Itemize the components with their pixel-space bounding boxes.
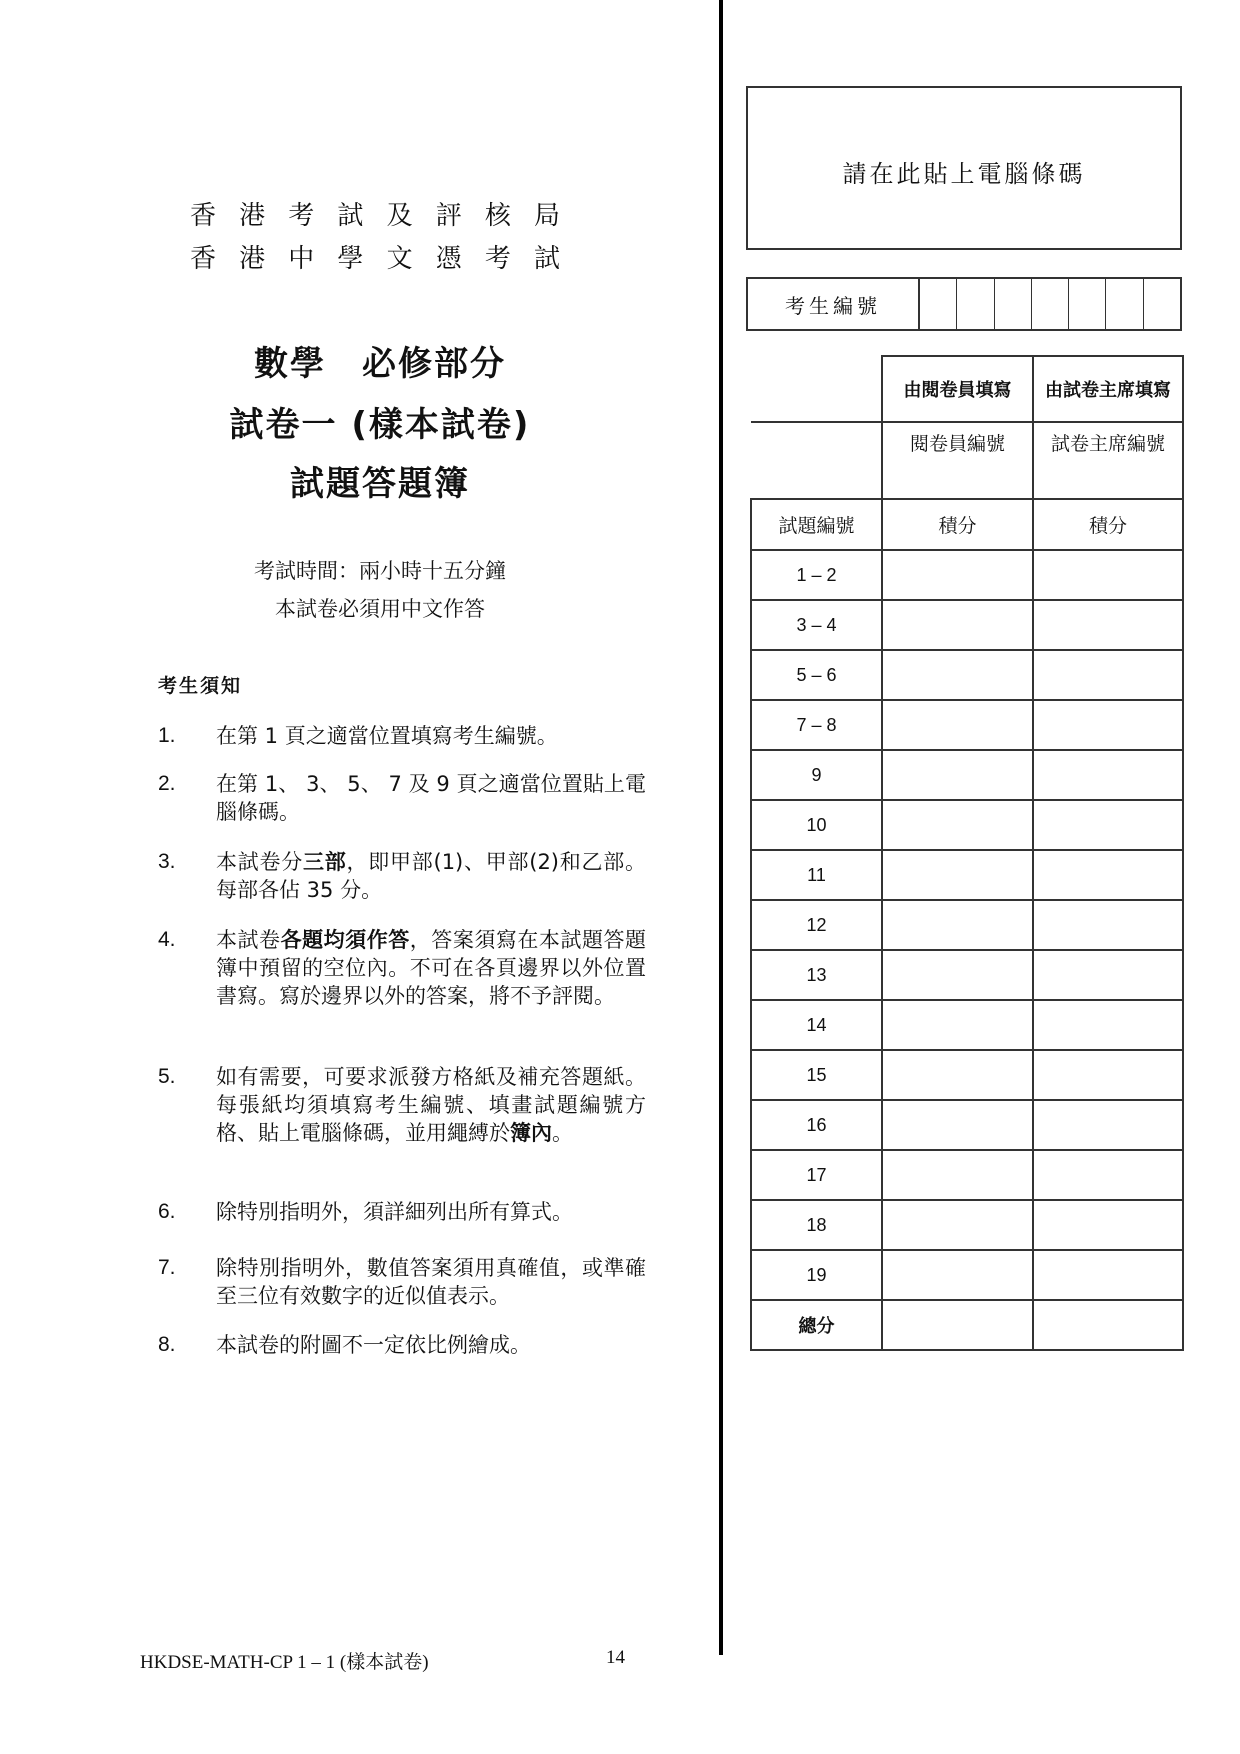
instruction-number: 5. [158, 1065, 176, 1088]
marker-mark-cell[interactable] [882, 700, 1033, 750]
supervisor-number-label: 試卷主席編號 [1050, 433, 1165, 455]
supervisor-mark-cell[interactable] [1033, 650, 1183, 700]
instruction-text: 本試卷各題均須作答，答案須寫在本試題答題簿中預留的空位內。不可在各頁邊界以外位置書寫。寫於邊界以外的答案，將不予評閱。 [216, 928, 647, 1008]
candidate-digit-box[interactable] [920, 279, 957, 329]
marker-mark-cell[interactable] [882, 750, 1033, 800]
candidate-number-label: 考生編號 [748, 279, 920, 329]
candidate-digit-box[interactable] [1106, 279, 1143, 329]
exam-time: 考試時間：兩小時十五分鐘 [254, 559, 506, 583]
supervisor-total-cell[interactable] [1033, 1300, 1183, 1350]
marker-mark-cell[interactable] [882, 1050, 1033, 1100]
supervisor-mark-cell[interactable] [1033, 1100, 1183, 1150]
marker-header: 由閱卷員填寫 [882, 356, 1033, 422]
paper-title-subject: 數學 必修部分 [254, 344, 506, 384]
instruction-text: 除特別指明外，須詳細列出所有算式。 [216, 1200, 573, 1224]
question-number: 16 [751, 1100, 882, 1150]
question-number: 18 [751, 1200, 882, 1250]
exam-char: 憑 [435, 244, 462, 274]
marker-mark-cell[interactable] [882, 550, 1033, 600]
exam-char: 試 [533, 244, 560, 274]
supervisor-mark-cell[interactable] [1033, 1150, 1183, 1200]
question-number: 19 [751, 1250, 882, 1300]
marker-mark-cell[interactable] [882, 1200, 1033, 1250]
exam-char: 考 [484, 244, 511, 274]
supervisor-mark-cell[interactable] [1033, 1000, 1183, 1050]
exam-char: 文 [386, 244, 413, 274]
candidate-digit-box[interactable] [957, 279, 994, 329]
instruction-text: 在第 1、 3、 5、 7 及 9 頁之適當位置貼上電腦條碼。 [216, 772, 646, 824]
authority-char: 港 [239, 201, 266, 231]
marker-mark-cell[interactable] [882, 900, 1033, 950]
authority-char: 香 [190, 201, 217, 231]
supervisor-mark-cell[interactable] [1033, 700, 1183, 750]
marker-mark-cell[interactable] [882, 850, 1033, 900]
question-number: 13 [751, 950, 882, 1000]
marker-marks-header: 積分 [882, 499, 1033, 550]
instruction-number: 6. [158, 1200, 176, 1223]
question-number: 11 [751, 850, 882, 900]
candidate-digit-box[interactable] [1069, 279, 1106, 329]
question-number: 10 [751, 800, 882, 850]
exam-char: 中 [288, 244, 315, 274]
instruction-number: 8. [158, 1333, 176, 1356]
supervisor-mark-cell[interactable] [1033, 900, 1183, 950]
instruction-emphasis: 三部 [303, 850, 347, 874]
marker-number-label: 閱卷員編號 [909, 433, 1005, 455]
candidate-number-boxes [746, 277, 1182, 331]
authority-char: 考 [288, 201, 315, 231]
supervisor-number-cell[interactable] [1033, 422, 1183, 499]
authority-char: 評 [435, 201, 462, 231]
question-number: 5 – 6 [751, 650, 882, 700]
instruction-number: 4. [158, 928, 176, 951]
exam-char: 學 [337, 244, 364, 274]
language-note: 本試卷必須用中文作答 [275, 597, 485, 621]
marker-mark-cell[interactable] [882, 1150, 1033, 1200]
instruction-emphasis: 簿內 [510, 1121, 552, 1145]
barcode-label: 請在此貼上電腦條碼 [842, 160, 1086, 188]
instruction-text: 如有需要，可要求派發方格紙及補充答題紙。每張紙均須填寫考生編號、填畫試題編號方格、貼上電腦條碼，並用繩縛於簿內。 [216, 1065, 646, 1145]
marker-mark-cell[interactable] [882, 800, 1033, 850]
paper-title-booklet: 試題答題簿 [290, 464, 470, 504]
marker-number-cell[interactable] [882, 422, 1033, 499]
marker-mark-cell[interactable] [882, 650, 1033, 700]
supervisor-mark-cell[interactable] [1033, 550, 1183, 600]
marks-table [750, 355, 1184, 1351]
supervisor-mark-cell[interactable] [1033, 1200, 1183, 1250]
candidate-digit-box[interactable] [995, 279, 1032, 329]
supervisor-mark-cell[interactable] [1033, 600, 1183, 650]
authority-char: 試 [337, 201, 364, 231]
question-number: 3 – 4 [751, 600, 882, 650]
exam-name-line [190, 238, 560, 275]
candidate-digit-box[interactable] [1032, 279, 1069, 329]
question-number: 9 [751, 750, 882, 800]
blank-corner [751, 422, 882, 499]
instruction-text: 在第 1 頁之適當位置填寫考生編號。 [216, 724, 558, 748]
question-number: 12 [751, 900, 882, 950]
column-divider [719, 0, 723, 1655]
supervisor-mark-cell[interactable] [1033, 850, 1183, 900]
supervisor-mark-cell[interactable] [1033, 1250, 1183, 1300]
supervisor-mark-cell[interactable] [1033, 750, 1183, 800]
blank-corner [751, 356, 882, 422]
authority-char: 核 [484, 201, 511, 231]
supervisor-header: 由試卷主席填寫 [1033, 356, 1183, 422]
marker-mark-cell[interactable] [882, 950, 1033, 1000]
total-label: 總分 [751, 1300, 882, 1350]
instruction-number: 3. [158, 850, 176, 873]
page-number: 14 [606, 1647, 625, 1668]
candidate-digit-box[interactable] [1144, 279, 1180, 329]
exam-char: 港 [239, 244, 266, 274]
question-column-header: 試題編號 [751, 499, 882, 550]
authority-name-line [190, 195, 560, 232]
marker-mark-cell[interactable] [882, 1100, 1033, 1150]
supervisor-mark-cell[interactable] [1033, 950, 1183, 1000]
supervisor-mark-cell[interactable] [1033, 1050, 1183, 1100]
marker-mark-cell[interactable] [882, 1250, 1033, 1300]
supervisor-mark-cell[interactable] [1033, 800, 1183, 850]
instruction-text: 本試卷分三部，即甲部(1)、甲部(2)和乙部。 每部各佔 35 分。 [216, 850, 646, 902]
authority-char: 局 [533, 201, 560, 231]
question-number: 1 – 2 [751, 550, 882, 600]
instruction-number: 1. [158, 724, 176, 747]
paper-code: HKDSE-MATH-CP 1 – 1 (樣本試卷) [140, 1652, 429, 1673]
question-number: 7 – 8 [751, 700, 882, 750]
instruction-text: 本試卷的附圖不一定依比例繪成。 [216, 1333, 531, 1357]
authority-char: 及 [386, 201, 413, 231]
question-number: 14 [751, 1000, 882, 1050]
barcode-box [746, 86, 1182, 250]
marker-total-cell[interactable] [882, 1300, 1033, 1350]
instruction-number: 2. [158, 772, 176, 795]
paper-title-paper: 試卷一 (樣本試卷) [229, 405, 531, 445]
instruction-text: 除特別指明外，數值答案須用真確值，或準確至三位有效數字的近似值表示。 [216, 1256, 646, 1308]
marker-mark-cell[interactable] [882, 1000, 1033, 1050]
question-number: 15 [751, 1050, 882, 1100]
marker-mark-cell[interactable] [882, 600, 1033, 650]
instructions-heading: 考生須知 [158, 675, 243, 697]
supervisor-marks-header: 積分 [1033, 499, 1183, 550]
instruction-emphasis: 各題均須作答 [280, 928, 410, 952]
exam-char: 香 [190, 244, 217, 274]
question-number: 17 [751, 1150, 882, 1200]
instruction-number: 7. [158, 1256, 176, 1279]
